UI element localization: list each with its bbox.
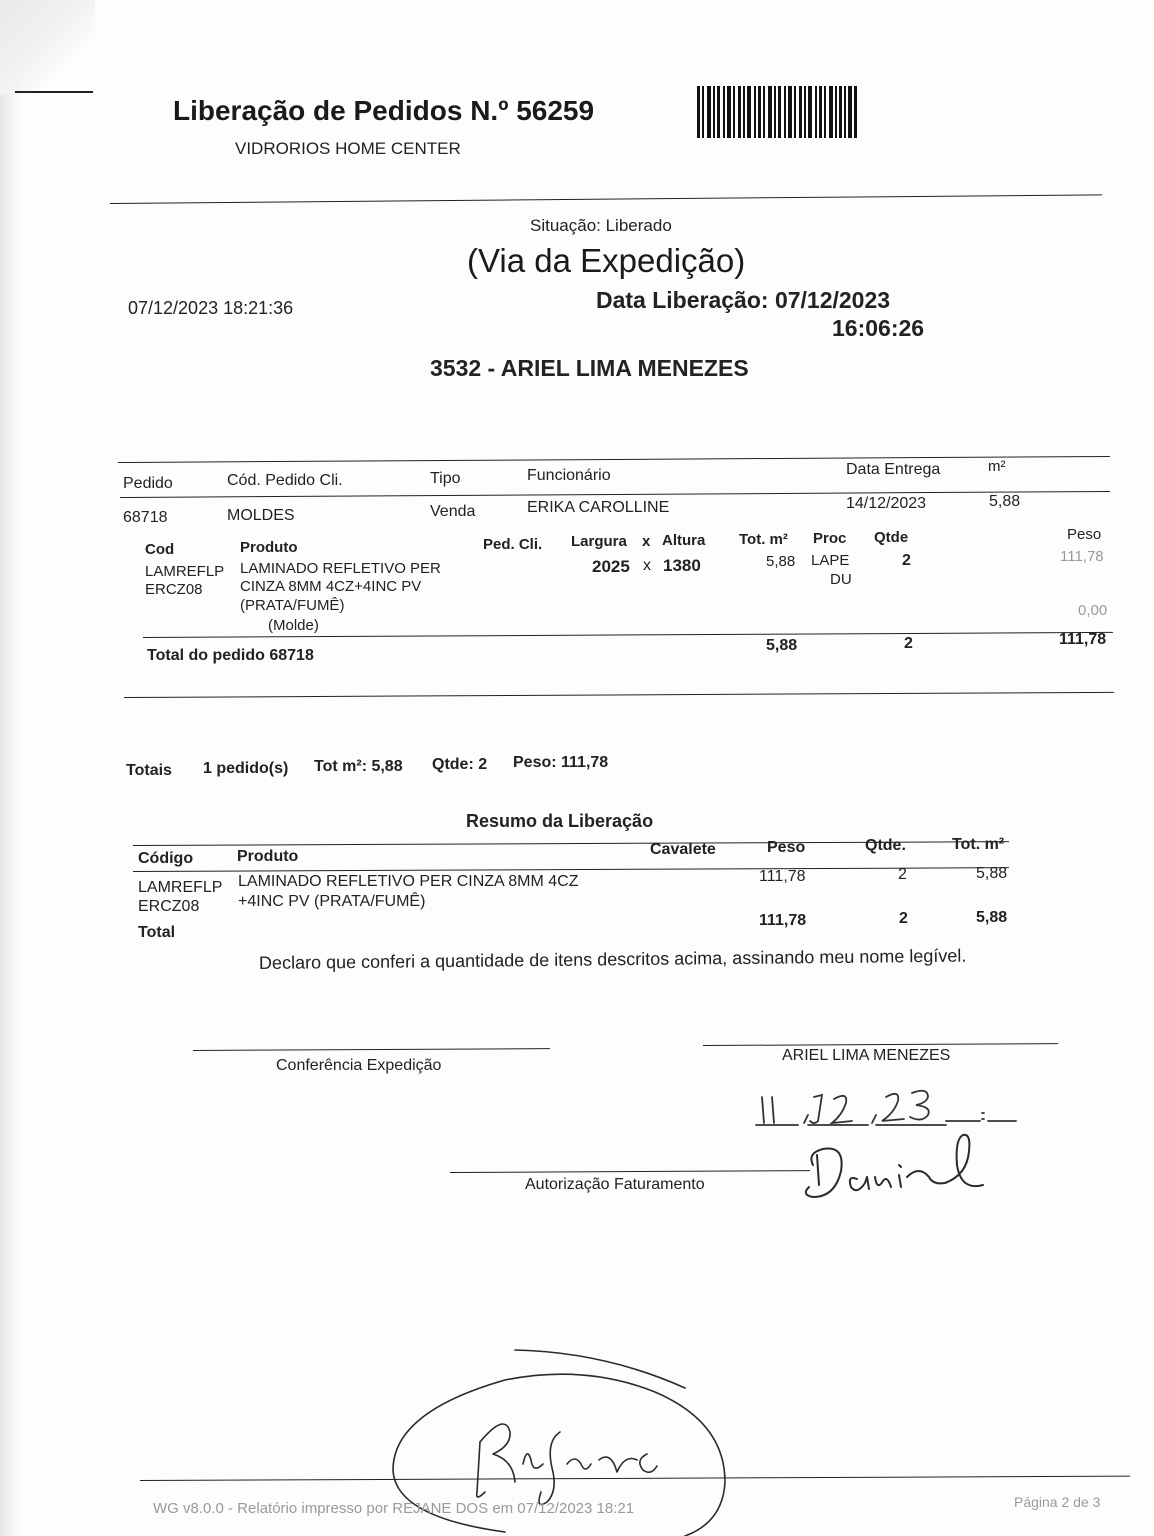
order-cod-cli: MOLDES	[227, 507, 295, 524]
col-header-tipo: Tipo	[430, 470, 461, 487]
declaration-text: Declaro que conferi a quantidade de itens descritos acima, assinando meu nome legível.	[258, 945, 967, 973]
item-peso: 111,78	[1060, 548, 1104, 565]
handwritten-signature-daniel	[795, 1125, 995, 1205]
item-produto-line1: LAMINADO REFLETIVO PER	[240, 560, 441, 577]
company-name: VIDRORIOS HOME CENTER	[235, 139, 461, 158]
item-header-tot-m2: Tot. m²	[739, 531, 788, 548]
item-header-proc: Proc	[813, 530, 847, 547]
summary-total-peso: 111,78	[759, 912, 807, 929]
autorizacao-label: Autorização Faturamento	[525, 1176, 705, 1193]
conferencia-line	[193, 1048, 550, 1051]
item-header-qtde: Qtde	[874, 529, 909, 546]
item-produto-line2: CINZA 8MM 4CZ+4INC PV	[240, 578, 422, 595]
summary-header-peso: Peso	[767, 839, 806, 856]
summary-total-tot-m2: 5,88	[976, 909, 1008, 926]
summary-peso: 111,78	[759, 868, 806, 885]
order-total-m2: 5,88	[766, 637, 798, 654]
summary-codigo-line2: ERCZ08	[138, 898, 200, 915]
item-header-produto: Produto	[240, 539, 298, 556]
item-x: x	[643, 557, 651, 574]
footer-page-number: Página 2 de 3	[1014, 1494, 1101, 1510]
order-data-entrega: 14/12/2023	[846, 495, 927, 512]
item-header-largura: Largura	[571, 533, 627, 550]
order-header-divider	[120, 491, 1110, 498]
totals-qtde: Qtde: 2	[432, 756, 488, 773]
item-qtde: 2	[902, 552, 911, 569]
summary-header-produto: Produto	[237, 848, 299, 865]
barcode	[697, 86, 873, 138]
summary-title: Resumo da Liberação	[466, 811, 654, 831]
item-tot-m2: 5,88	[766, 553, 796, 570]
summary-header-qtde: Qtde.	[865, 837, 906, 854]
item-altura: 1380	[663, 556, 701, 575]
item-header-altura: Altura	[662, 532, 706, 549]
item-header-x: x	[642, 533, 651, 550]
totals-label: Totais	[126, 762, 172, 779]
summary-total-label: Total	[138, 924, 176, 941]
summary-header-cavalete: Cavalete	[650, 841, 716, 858]
client-name: 3532 - ARIEL LIMA MENEZES	[430, 355, 749, 381]
item-largura: 2025	[592, 557, 630, 576]
totals-pedidos: 1 pedido(s)	[203, 760, 289, 777]
item-header-peso: Peso	[1067, 526, 1102, 543]
summary-header-tot-m2: Tot. m²	[952, 836, 1005, 853]
item-proc-line1: LAPE	[811, 552, 850, 569]
footer-printed-by: WG v8.0.0 - Relatório impresso por REJANE DOS em 07/12/2023 18:21	[153, 1500, 635, 1517]
totals-peso: Peso: 111,78	[513, 754, 609, 771]
order-pedido: 68718	[123, 509, 168, 526]
col-header-funcionario: Funcionário	[527, 467, 611, 484]
header-divider	[110, 194, 1102, 204]
order-total-peso: 111,78	[1059, 631, 1107, 648]
situation-text: Situação: Liberado	[530, 216, 672, 235]
via-label: (Via da Expedição)	[467, 242, 746, 279]
col-header-cod-cli: Cód. Pedido Cli.	[227, 472, 343, 489]
item-proc-line2: DU	[830, 571, 852, 588]
client-signature-name: ARIEL LIMA MENEZES	[782, 1047, 951, 1064]
print-datetime: 07/12/2023 18:21:36	[128, 298, 294, 318]
order-total-label: Total do pedido 68718	[147, 647, 314, 664]
order-funcionario: ERIKA CAROLLINE	[527, 499, 670, 516]
order-m2: 5,88	[989, 493, 1021, 510]
summary-total-qtde: 2	[899, 910, 908, 927]
col-header-data-entrega: Data Entrega	[846, 461, 941, 478]
summary-header-divider	[133, 867, 1009, 872]
item-produto-line3: (PRATA/FUMÊ)	[240, 597, 345, 614]
item-produto-note: (Molde)	[268, 617, 319, 634]
summary-tot-m2: 5,88	[976, 865, 1008, 882]
client-signature-line	[703, 1043, 1058, 1046]
corner-line	[15, 91, 93, 93]
scan-edge	[0, 0, 22, 1536]
summary-produto-line1: LAMINADO REFLETIVO PER CINZA 8MM 4CZ	[238, 873, 579, 890]
item-header-cod: Cod	[145, 541, 175, 558]
summary-qtde: 2	[898, 866, 907, 883]
order-tipo: Venda	[430, 503, 476, 520]
order-table-top-border	[118, 456, 1110, 463]
autorizacao-line	[450, 1170, 810, 1173]
document-title: Liberação de Pedidos N.º 56259	[173, 95, 595, 126]
summary-codigo-line1: LAMREFLP	[138, 879, 223, 896]
conferencia-label: Conferência Expedição	[276, 1057, 442, 1074]
col-header-m2: m²	[988, 458, 1006, 475]
order-table-bottom-border	[124, 692, 1114, 698]
order-total-qtde: 2	[904, 635, 913, 652]
release-time: 16:06:26	[832, 315, 925, 341]
release-date: Data Liberação: 07/12/2023	[596, 287, 891, 313]
folded-corner	[0, 0, 95, 95]
summary-header-codigo: Código	[138, 850, 194, 867]
item-peso-extra: 0,00	[1078, 602, 1108, 619]
summary-produto-line2: +4INC PV (PRATA/FUMÊ)	[238, 893, 426, 910]
totals-tot-m2: Tot m²: 5,88	[314, 758, 403, 775]
item-cod-line2: ERCZ08	[145, 581, 203, 598]
col-header-pedido: Pedido	[123, 475, 173, 492]
item-cod-line1: LAMREFLP	[145, 563, 225, 580]
item-header-ped-cli: Ped. Cli.	[483, 536, 543, 553]
